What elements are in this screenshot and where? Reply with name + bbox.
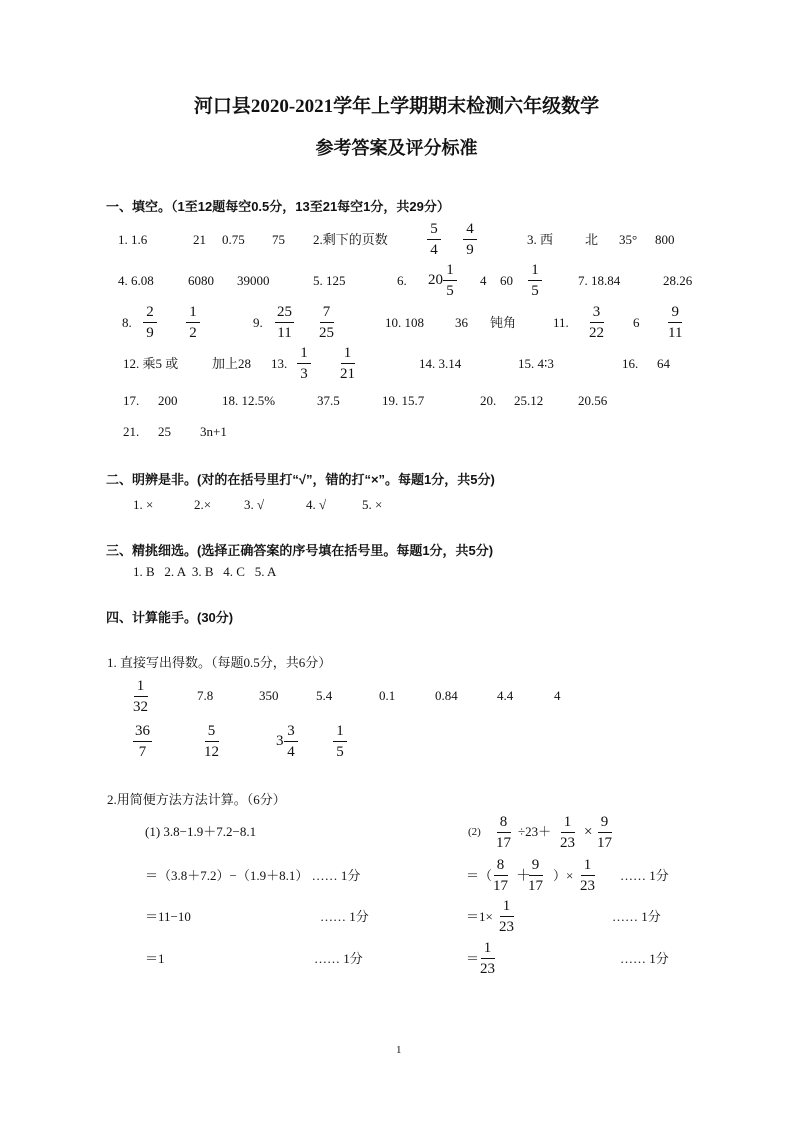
- answer: 17.: [123, 393, 140, 408]
- section-1-heading: 一、填空。（1至12题每空0.5分，13至21每空1分，共29分）: [106, 199, 450, 214]
- answer: 0.75: [222, 232, 245, 247]
- answer: 11.: [553, 315, 569, 330]
- answer: 4: [554, 688, 561, 703]
- question-label: 1. 直接写出得数。（每题0.5分，共6分）: [107, 655, 332, 670]
- answer: 7.8: [197, 688, 214, 703]
- step: (2): [468, 826, 481, 838]
- score: …… 1分: [620, 951, 669, 966]
- fraction: 36 7: [135, 723, 150, 760]
- answer: 20.: [480, 393, 497, 408]
- answer: 36: [455, 315, 468, 330]
- score: …… 1分: [620, 868, 669, 883]
- answer: 19. 15.7: [382, 393, 425, 408]
- answer: 20: [428, 272, 443, 288]
- step: ＝1×: [466, 909, 493, 924]
- answer: 37.5: [317, 393, 340, 408]
- answer: 12. 乘5 或: [123, 356, 179, 371]
- answer: 28.26: [663, 273, 693, 288]
- fraction: 7 25: [319, 304, 334, 341]
- fraction: 1 5: [528, 262, 542, 300]
- fraction: 5 12: [204, 723, 219, 760]
- fraction: 1 23: [560, 814, 575, 851]
- fraction: 1 23: [480, 940, 495, 977]
- step: ＋: [516, 868, 532, 884]
- answer: 10. 108: [385, 315, 424, 330]
- fraction: 9 11: [668, 304, 683, 341]
- section-3-heading: 三、精挑细选。(选择正确答案的序号填在括号里。每题1分，共5分): [106, 543, 494, 558]
- fraction: 1 23: [580, 857, 595, 894]
- fraction: 3 22: [589, 304, 604, 341]
- doc-title: 河口县2020-2021学年上学期期末检测六年级数学: [193, 96, 600, 117]
- answer: 21: [193, 232, 206, 247]
- score: …… 1分: [314, 951, 363, 966]
- answer: 1. ×: [133, 497, 154, 512]
- fraction: 1 21: [340, 345, 355, 382]
- fraction: 9 17: [528, 857, 543, 894]
- answer: 8.: [122, 315, 132, 330]
- answer: 800: [655, 232, 675, 247]
- answer: 20.56: [578, 393, 608, 408]
- answer: 14. 3.14: [419, 356, 462, 371]
- fraction: 25 11: [277, 304, 292, 341]
- answer: 4. 6.08: [118, 273, 154, 288]
- step: ）×: [553, 868, 574, 883]
- answer: 60: [500, 273, 513, 288]
- section-2-heading: 二、明辨是非。(对的在括号里打“√”，错的打“×”。每题1分，共5分): [106, 472, 495, 487]
- question-label: 2.用简便方法方法计算。（6分）: [107, 792, 286, 807]
- answer: 4. √: [306, 497, 327, 512]
- answer: 3: [276, 733, 284, 749]
- answer: 1. 1.6: [118, 232, 148, 247]
- answer: 75: [272, 232, 285, 247]
- fraction: 1 5: [443, 262, 457, 300]
- fraction: 8 17: [493, 857, 508, 894]
- answer: 钝角: [490, 315, 517, 330]
- page-number: 1: [396, 1044, 402, 1056]
- answer: 350: [259, 688, 279, 703]
- score: …… 1分: [320, 909, 369, 924]
- step: ＝（3.8＋7.2）−（1.9＋8.1） …… 1分: [145, 868, 361, 883]
- answer: 35°: [619, 232, 638, 247]
- step: ÷23＋: [518, 824, 552, 839]
- fraction: 1 2: [186, 304, 200, 342]
- fraction: 9 17: [597, 814, 612, 851]
- fraction: 1 23: [499, 898, 514, 935]
- step: ＝1: [145, 951, 165, 966]
- answer: 4.4: [497, 688, 514, 703]
- answer: 16.: [622, 356, 639, 371]
- answer: 200: [158, 393, 178, 408]
- answers: 1. B 2. A 3. B 4. C 5. A: [133, 564, 277, 579]
- answer: 25.12: [514, 393, 544, 408]
- fraction: 3 4: [284, 723, 298, 761]
- step: (1) 3.8−1.9＋7.2−8.1: [145, 824, 257, 839]
- answer: 5. 125: [313, 273, 346, 288]
- fraction: 2 9: [143, 304, 157, 342]
- answer: 6080: [188, 273, 214, 288]
- fraction: 4 9: [463, 221, 477, 259]
- answer: 13.: [271, 356, 288, 371]
- answer: 9.: [253, 315, 263, 330]
- answer: 18. 12.5%: [222, 393, 276, 408]
- section-4-heading: 四、计算能手。(30分): [106, 610, 234, 625]
- answer: 2.剩下的页数: [313, 232, 388, 247]
- answer: 4: [480, 273, 487, 288]
- answer: 2.×: [194, 497, 212, 512]
- answer: 5.4: [316, 688, 333, 703]
- answer: 3. 西: [527, 232, 554, 247]
- fraction: 1 32: [133, 678, 148, 715]
- answer: 64: [657, 356, 670, 371]
- fraction: 1 5: [333, 723, 347, 761]
- score: …… 1分: [612, 909, 661, 924]
- step: ＝: [466, 951, 480, 966]
- doc-subtitle: 参考答案及评分标准: [315, 138, 478, 158]
- step: ＝（: [466, 868, 493, 883]
- answer: 3n+1: [200, 424, 227, 439]
- answer: 3. √: [244, 497, 265, 512]
- answer: 7. 18.84: [578, 273, 621, 288]
- answer: 北: [585, 232, 599, 247]
- step: ＝11−10: [145, 909, 191, 924]
- answer: 21.: [123, 424, 140, 439]
- answer: 39000: [237, 273, 270, 288]
- answer: 5. ×: [362, 497, 383, 512]
- answer: 25: [158, 424, 171, 439]
- fraction: 5 4: [427, 221, 441, 259]
- fraction: 1 3: [297, 345, 311, 383]
- answer: 6: [633, 315, 640, 330]
- answer: 0.1: [379, 688, 396, 703]
- answer: 0.84: [435, 688, 458, 703]
- answer: 加上28: [212, 356, 252, 371]
- answer: 6.: [397, 273, 407, 288]
- fraction: 8 17: [496, 814, 511, 851]
- step: ×: [584, 824, 593, 840]
- answer: 15. 4∶3: [518, 356, 554, 371]
